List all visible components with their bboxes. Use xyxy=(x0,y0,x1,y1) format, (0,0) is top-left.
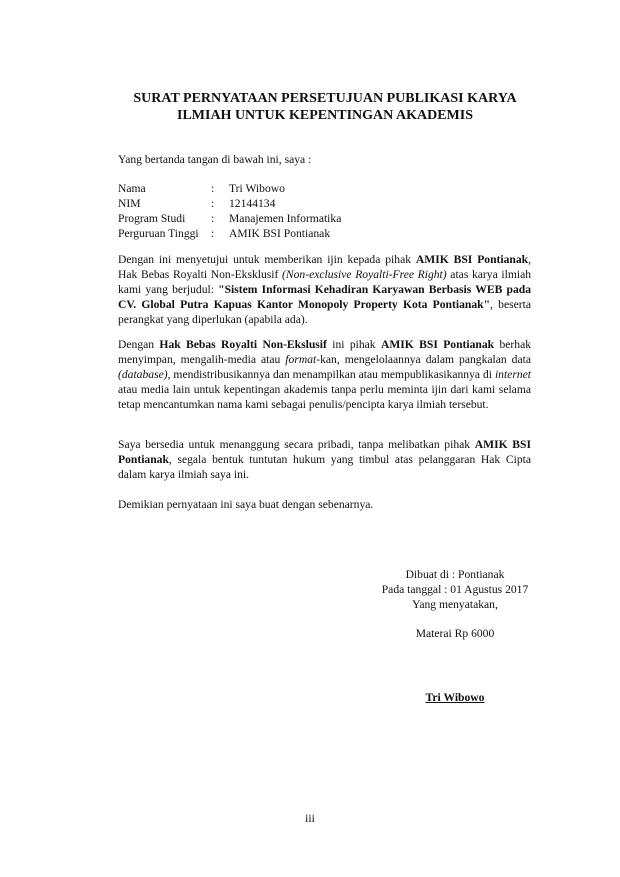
name-value: Tri Wibowo xyxy=(229,182,285,195)
signature-stating: Yang menyatakan, xyxy=(412,598,498,611)
institution-name: AMIK BSI Pontianak xyxy=(118,438,531,466)
separator: : xyxy=(211,227,215,240)
intro-text: Yang bertanda tangan di bawah ini, saya : xyxy=(118,153,312,166)
nim-value: 12144134 xyxy=(229,197,276,210)
prodi-label: Program Studi xyxy=(118,212,186,225)
page-number: iii xyxy=(305,812,315,825)
title-line-2: ILMIAH UNTUK KEPENTINGAN AKADEMIS xyxy=(177,108,473,123)
pt-value: AMIK BSI Pontianak xyxy=(229,227,331,240)
title-line-1: SURAT PERNYATAAN PERSETUJUAN PUBLIKASI KARYA xyxy=(133,91,517,106)
separator: : xyxy=(211,182,215,195)
paragraph-consent xyxy=(118,252,531,327)
thesis-title: "Sistem Informasi Kehadiran Karyawan Berbasis WEB pada CV. Global Putra Kapuas Kantor Monopoly Property Kota Pontianak" xyxy=(118,283,531,311)
identity-row-prodi xyxy=(118,211,531,226)
signer-name: Tri Wibowo xyxy=(425,691,485,704)
identity-row-name xyxy=(118,181,531,196)
term-format: format xyxy=(285,353,317,366)
text: ini pihak xyxy=(326,338,381,351)
term-database: (database) xyxy=(118,368,168,381)
nim-label: NIM xyxy=(118,197,141,210)
text: berhak menyimpan, mengalih-media atau xyxy=(118,338,532,366)
signature-date: Pada tanggal : 01 Agustus 2017 xyxy=(381,583,529,596)
text: Dengan ini menyetujui untuk memberikan ijin kepada pihak xyxy=(118,253,416,266)
text: atas karya ilmiah kami yang berjudul: xyxy=(118,268,532,296)
text: Saya bersedia untuk menanggung secara pribadi, tanpa melibatkan pihak xyxy=(118,438,475,451)
signature-block xyxy=(340,567,570,705)
text: , mendistribusikannya dan menampilkan atau mempublikasikannya di xyxy=(167,368,495,381)
term-internet: internet xyxy=(494,368,531,381)
license-name: Hak Bebas Royalti Non-Ekslusif xyxy=(159,338,327,351)
text: , segala bentuk tuntutan hukum yang timbul atas pelanggaran Hak Cipta dalam karya ilmiah saya ini. xyxy=(118,453,531,481)
page-title xyxy=(100,90,550,124)
text: , beserta perangkat yang diperlukan (apabila ada). xyxy=(118,298,531,326)
paragraph-rights xyxy=(118,337,531,412)
separator: : xyxy=(211,197,215,210)
closing-statement: Demikian pernyataan ini saya buat dengan sebenarnya. xyxy=(118,498,374,511)
text: atau media lain untuk kepentingan akademis tanpa perlu meminta ijin dari kami selama tetap mencantumkan nama kami sebagai penulis/pencipta karya ilmiah tersebut. xyxy=(118,383,531,411)
name-label: Nama xyxy=(118,182,146,195)
text: , Hak Bebas Royalti Non-Eksklusif xyxy=(118,253,532,281)
prodi-value: Manajemen Informatika xyxy=(229,212,342,225)
pt-label: Perguruan Tinggi xyxy=(118,227,199,240)
separator: : xyxy=(211,212,215,225)
institution-name: AMIK BSI Pontianak xyxy=(415,253,529,266)
license-term: (Non-exclusive Royalti-Free Right) xyxy=(282,268,447,281)
text: -kan, mengelolaannya dalam pangkalan data xyxy=(316,353,531,366)
paragraph-liability xyxy=(118,437,531,482)
identity-row-nim xyxy=(118,196,531,211)
signature-place: Dibuat di : Pontianak xyxy=(405,568,505,581)
stamp-duty-label: Materai Rp 6000 xyxy=(415,627,495,640)
text: Dengan xyxy=(118,338,160,351)
identity-table xyxy=(118,181,531,241)
identity-row-pt xyxy=(118,226,531,241)
institution-name: AMIK BSI Pontianak xyxy=(380,338,495,351)
